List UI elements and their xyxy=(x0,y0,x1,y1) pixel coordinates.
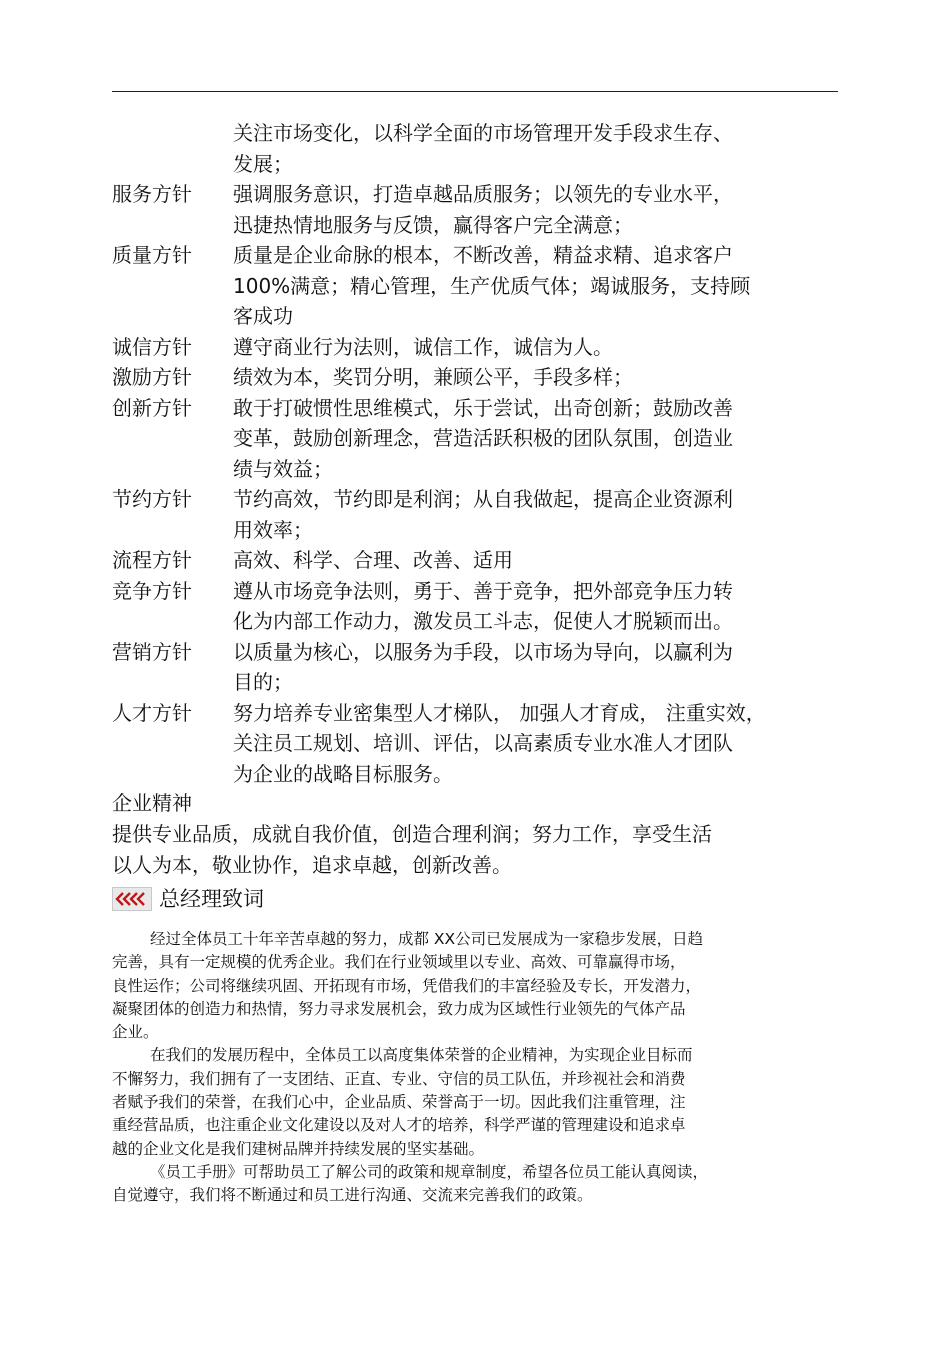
message-line: 凝聚团体的创造力和热情，努力寻求发展机会，致力成为区域性行业领先的气体产品 xyxy=(112,999,686,1018)
message-line: 良性运作；公司将继续巩固、开拓现有市场，凭借我们的丰富经验及专长，开发潜力， xyxy=(112,976,702,995)
policy-line: 目的； xyxy=(233,670,293,694)
message-line: 在我们的发展历程中，全体员工以高度集体荣誉的企业精神，为实现企业目标而 xyxy=(150,1046,693,1065)
policy-line: 遵守商业行为法则，诚信工作，诚信为人。 xyxy=(233,334,613,359)
gm-message-title: 总经理致词 xyxy=(159,887,264,911)
policy-line: 绩效为本，奖罚分明，兼顾公平，手段多样； xyxy=(233,365,633,389)
enterprise-spirit-line: 以人为本，敬业协作，追求卓越，创新改善。 xyxy=(112,853,512,877)
policy-row xyxy=(112,484,832,545)
policy-line: 节约高效，节约即是利润；从自我做起，提高企业资源利 xyxy=(233,487,733,511)
policy-text xyxy=(233,484,832,545)
message-line: 越的企业文化是我们建树品牌并持续发展的坚实基础。 xyxy=(112,1139,485,1158)
policy-line: 质量是企业命脉的根本，不断改善，精益求精、追求客户 xyxy=(233,243,733,267)
policy-text xyxy=(233,698,832,790)
policy-row xyxy=(112,698,832,790)
policy-text xyxy=(233,332,832,363)
policy-row xyxy=(112,332,832,363)
policy-label: 人才方针 xyxy=(112,700,192,725)
policy-line: 绩与效益； xyxy=(233,456,333,481)
gm-message-body xyxy=(112,928,822,1208)
policy-row xyxy=(112,240,832,332)
policy-label: 激励方针 xyxy=(112,365,192,389)
policy-label: 创新方针 xyxy=(112,395,192,420)
policy-row xyxy=(112,576,832,637)
policy-line: 迅捷热情地服务与反馈，赢得客户完全满意； xyxy=(233,212,633,237)
policy-line: 强调服务意识，打造卓越品质服务；以领先的专业水平， xyxy=(233,182,733,206)
policy-row xyxy=(112,179,832,240)
message-paragraph xyxy=(112,1044,822,1160)
policy-text xyxy=(233,576,832,637)
message-line: 重经营品质，也注重企业文化建设以及对人才的培养，科学严谨的管理建设和追求卓 xyxy=(112,1116,686,1135)
policy-text xyxy=(233,637,832,698)
message-line: 自觉遵守，我们将不断通过和员工进行沟通、交流来完善我们的政策。 xyxy=(112,1186,593,1205)
policy-label: 质量方针 xyxy=(112,243,192,267)
policy-line: 用效率； xyxy=(233,517,313,542)
policy-row xyxy=(112,393,832,485)
policy-label: 流程方针 xyxy=(112,548,192,572)
enterprise-spirit-title: 企业精神 xyxy=(112,791,192,815)
policy-text xyxy=(233,362,832,393)
gm-message-heading xyxy=(112,884,264,914)
policy-row xyxy=(112,637,832,698)
message-paragraph xyxy=(112,928,822,1044)
policy-label: 竞争方针 xyxy=(112,578,192,603)
policy-line: 关注员工规划、培训、评估，以高素质专业水准人才团队 xyxy=(233,731,733,755)
policy-line: 100%满意；精心管理，生产优质气体；竭诚服务，支持顾 xyxy=(233,273,751,298)
triple-chevron-left-icon xyxy=(112,887,152,911)
policy-text xyxy=(233,118,832,179)
policy-line: 以质量为核心，以服务为手段，以市场为导向，以赢利为 xyxy=(233,639,733,664)
message-line: 企业。 xyxy=(112,1023,159,1042)
policy-row xyxy=(112,118,832,179)
message-line: 经过全体员工十年辛苦卓越的努力，成都 XX公司已发展成为一家稳步发展，日趋 xyxy=(150,930,704,948)
policy-label xyxy=(112,118,233,179)
message-paragraph xyxy=(112,1161,822,1208)
policy-line: 敢于打破惯性思维模式，乐于尝试，出奇创新；鼓励改善 xyxy=(233,395,733,420)
policy-row xyxy=(112,362,832,393)
policy-line: 化为内部工作动力，激发员工斗志，促使人才脱颖而出。 xyxy=(233,609,733,633)
message-line: 不懈努力，我们拥有了一支团结、正直、专业、守信的员工队伍，并珍视社会和消费 xyxy=(112,1069,686,1088)
policy-text xyxy=(233,240,832,332)
enterprise-spirit-section xyxy=(112,788,832,881)
policy-line: 遵从市场竞争法则，勇于、善于竞争，把外部竞争压力转 xyxy=(233,578,733,603)
policy-line: 变革，鼓励创新理念，营造活跃积极的团队氛围，创造业 xyxy=(233,426,733,450)
policy-label: 服务方针 xyxy=(112,182,192,206)
policy-text xyxy=(233,545,832,576)
policy-line: 客成功 xyxy=(233,304,293,328)
message-line: 完善，具有一定规模的优秀企业。我们在行业领域里以专业、高效、可靠赢得市场， xyxy=(112,953,686,972)
policy-label: 诚信方针 xyxy=(112,334,192,359)
policy-line: 为企业的战略目标服务。 xyxy=(233,761,453,786)
policy-text xyxy=(233,179,832,240)
policy-line: 关注市场变化，以科学全面的市场管理开发手段求生存、 xyxy=(233,121,733,145)
policy-line: 高效、科学、合理、改善、适用 xyxy=(233,548,513,572)
header-rule xyxy=(112,91,838,92)
message-line: 者赋予我们的荣誉，在我们心中，企业品质、荣誉高于一切。因此我们注重管理，注 xyxy=(112,1093,686,1112)
policy-line: 努力培养专业密集型人才梯队， 加强人才育成， 注重实效， xyxy=(233,700,766,725)
enterprise-spirit-line: 提供专业品质，成就自我价值，创造合理利润；努力工作，享受生活 xyxy=(112,822,712,846)
policy-row xyxy=(112,545,832,576)
policy-label: 节约方针 xyxy=(112,487,192,511)
policy-label: 营销方针 xyxy=(112,639,192,664)
policy-text xyxy=(233,393,832,485)
policy-list xyxy=(112,118,832,789)
policy-line: 发展； xyxy=(233,151,293,176)
message-line: 《员工手册》可帮助员工了解公司的政策和规章制度，希望各位员工能认真阅读， xyxy=(150,1162,709,1181)
